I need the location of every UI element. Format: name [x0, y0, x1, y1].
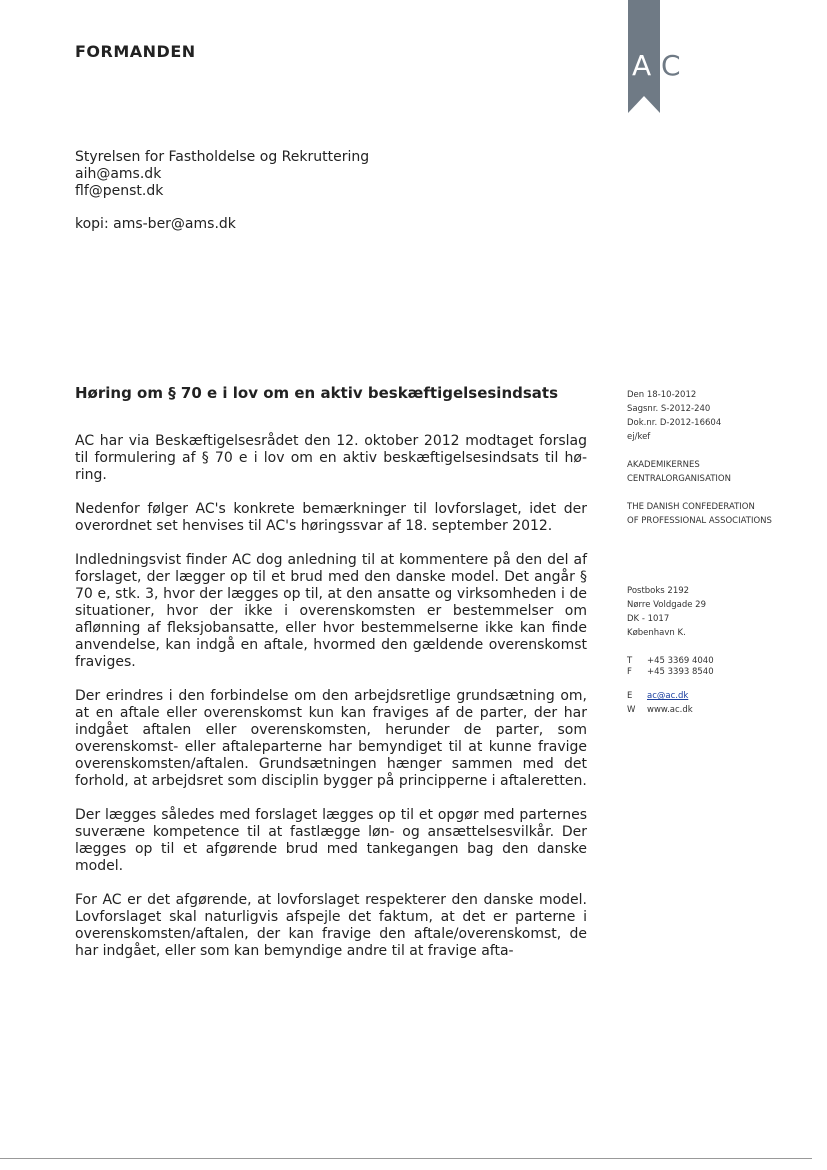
org-name-danish: AKADEMIKERNES: [627, 460, 700, 470]
body-paragraph: For AC er det afgørende, at lovforslaget respekterer den danske model. Lovforslaget skal naturligvis afspejle det faktum, at det er parterne i overenskomsten/aftalen, der kan fravige den aftale/overenskomst, de har indgået, eller som kan bemyndige andre til at fravige afta-: [75, 892, 587, 959]
recipient-name: Styrelsen for Fastholdelse og Rekruttering: [75, 149, 370, 165]
web-label: W: [627, 705, 636, 715]
address-line: Nørre Voldgade 29: [627, 600, 707, 610]
org-name-english: THE DANISH CONFEDERATION: [627, 502, 755, 512]
web-link[interactable]: www.ac.dk: [647, 705, 693, 715]
document-number: Dok.nr. D-2012-16604: [627, 418, 722, 428]
fax-row: [627, 665, 772, 679]
logo-letter-a: A: [632, 49, 652, 82]
address-line: Postboks 2192: [627, 586, 690, 596]
cc-line: kopi: ams-ber@ams.dk: [75, 216, 236, 232]
body-paragraph: AC har via Beskæftigelsesrådet den 12. oktober 2012 modtaget forslag til formulering af § 70 e i lov om en aktiv beskæftigelsesindsats til hø-ring.: [75, 433, 587, 483]
email-row: [627, 689, 772, 703]
recipient-email: aih@ams.dk: [75, 166, 162, 182]
sidebar-info: [627, 388, 772, 717]
letter-date: Den 18-10-2012: [627, 390, 697, 400]
page-edge-divider: [0, 1158, 812, 1159]
body-paragraph: Der lægges således med forslaget lægges op til et opgør med parternes suveræne kompetence til at fastlægge løn- og ansættelsesvilkår. Der lægges op til et afgørende brud med tankegangen bag den danske model.: [75, 807, 587, 874]
address-line: DK - 1017: [627, 614, 670, 624]
email-label: E: [627, 691, 633, 701]
fax-number: +45 3393 8540: [647, 667, 714, 677]
logo-letter-c: C: [661, 49, 681, 82]
org-name-english: OF PROFESSIONAL ASSOCIATIONS: [627, 516, 772, 526]
case-number: Sagsnr. S-2012-240: [627, 404, 711, 414]
org-name-danish: CENTRALORGANISATION: [627, 474, 731, 484]
body-paragraph: Der erindres i den forbindelse om den arbejdsretlige grundsætning om, at en aftale eller overenskomst kun kan fraviges af de parter, der har indgået aftalen eller overenskomsten, herunder de parter, som overenskomst- eller aftaleparterne har bemyndiget til at kunne fravige overenskomsten/aftalen. Grundsætningen hænger sammen med det forhold, at arbejdsret som disciplin bygger på principperne i aftaleretten.: [75, 688, 587, 789]
address-line: København K.: [627, 628, 686, 638]
header-title: FORMANDEN: [75, 42, 196, 61]
email-link[interactable]: ac@ac.dk: [647, 691, 689, 701]
fax-label: F: [627, 667, 632, 677]
body-paragraph: Indledningsvist finder AC dog anledning til at kommentere på den del af forslaget, der lægger op til et brud med den danske model. Det angår § 70 e, stk. 3, hvor der lægges op til, at den ansatte og virksomheden i de situationer, hvor der ikke i overenskomsten er bestemmelser om aflønning af fleksjobansatte, eller hvor bestemmelserne ikke kan finde anvendelse, kan indgå en aftale, hvormed den gældende overenskomst fraviges.: [75, 552, 587, 670]
recipient-block: [75, 149, 369, 233]
web-row: [627, 703, 772, 717]
letter-body: [75, 433, 587, 977]
body-paragraph: Nedenfor følger AC's konkrete bemærkninger til lovforslaget, idet der overordnet set henvises til AC's høringssvar af 18. september 2012.: [75, 501, 587, 534]
phone-number: +45 3369 4040: [647, 656, 714, 666]
initials: ej/kef: [627, 432, 651, 442]
letter-subject: Høring om § 70 e i lov om en aktiv beskæftigelsesindsats: [75, 384, 559, 402]
recipient-email: flf@penst.dk: [75, 183, 164, 199]
phone-label: T: [627, 656, 633, 666]
